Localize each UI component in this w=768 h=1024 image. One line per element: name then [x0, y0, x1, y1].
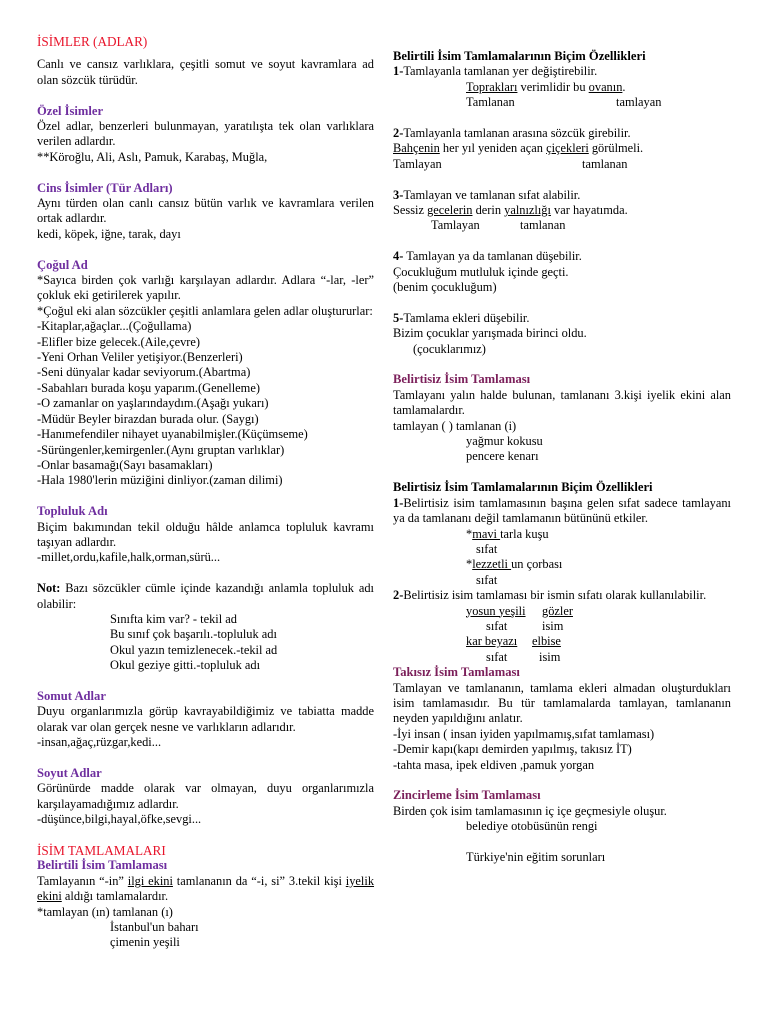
rule-b2-labels [393, 619, 731, 634]
somut-text: Duyu organlarımızla görüp kavrayabildiğimiz ve tabiatta madde olarak var olan gerçek nesne ve varlıkların adlarıdır. [37, 704, 374, 734]
rule-4-example: Çocukluğum mutluluk içinde geçti. [393, 264, 569, 279]
takisiz-example: -tahta masa, ipek eldiven ,pamuk yorgan [393, 757, 595, 772]
cogul-item: -Onlar basamağı(Sayı basamakları) [37, 457, 213, 472]
cogul-text-2: *Çoğul eki alan sözcükler çeşitli anlamlara gelen adlar oluştururlar: [37, 303, 373, 318]
grammar-label: sıfat [486, 649, 508, 664]
cogul-item: -Sürüngenler,kemirgenler.(Aynı gruptan varlıklar) [37, 442, 285, 457]
example-word: Bahçenin [393, 141, 440, 156]
example-word: görülmeli. [588, 141, 644, 156]
example-word: her yıl yeniden açan [439, 141, 547, 156]
soyut-examples: -düşünce,bilgi,hayal,öfke,sevgi... [37, 812, 202, 827]
example-word: mavi [472, 526, 501, 541]
grammar-label: Tamlayan [393, 156, 442, 171]
zincirleme-text: Birden çok isim tamlamasının iç içe geçmesiyle oluşur. [393, 803, 667, 818]
heading-belirtili-isim-tamlamasi: Belirtili İsim Tamlaması [37, 858, 168, 873]
belirtili-formula: *tamlayan (ın) tamlanan (ı) [37, 904, 173, 919]
example-word: Sessiz [393, 203, 428, 218]
note-label: Not: [37, 581, 61, 596]
cogul-item: -Seni dünyalar kadar seviyorum.(Abartma) [37, 365, 251, 380]
belirtisiz-example: yağmur kokusu [466, 434, 543, 449]
zincirleme-example: Türkiye'nin eğitim sorunları [466, 850, 606, 864]
grammar-label: Tamlayan [431, 218, 480, 233]
cogul-item: -Hala 1980'lerin müziğini dinliyor.(zaman dilimi) [37, 473, 283, 488]
belirtili-text-part: Tamlayanın “-in” [37, 873, 124, 888]
note-example: Bu sınıf çok başarılı.-topluluk adı [110, 627, 277, 642]
ozel-examples: **Köroğlu, Ali, Aslı, Pamuk, Karabaş, Muğla, [37, 149, 268, 164]
heading-cins-isimler: Cins İsimler (Tür Adları) [37, 180, 173, 195]
example-word: un çorbası [511, 557, 563, 572]
grammar-label: tamlanan [520, 218, 566, 233]
cogul-item: -Elifler bize gelecek.(Aile,çevre) [37, 334, 201, 349]
grammar-label: tamlayan [616, 95, 662, 110]
heading-topluluk-adi: Topluluk Adı [37, 504, 108, 519]
rule-5-example: (çocuklarımız) [413, 341, 486, 356]
cogul-item: -Hanımefendiler nihayet uyanabilmişler.(Küçümseme) [37, 427, 308, 442]
grammar-label: tamlanan [582, 156, 628, 171]
grammar-label: sıfat [486, 618, 508, 633]
belirtili-example: çimenin yeşili [110, 935, 180, 950]
rule-b1 [393, 496, 731, 527]
example-word: kar beyazı [466, 634, 518, 649]
rule-number: 2- [393, 588, 404, 603]
topluluk-examples: -millet,ordu,kafile,halk,orman,sürü... [37, 550, 221, 565]
rule-3-labels [393, 218, 731, 233]
cins-examples: kedi, köpek, iğne, tarak, dayı [37, 226, 181, 241]
rule-text: Tamlayan ve tamlanan sıfat alabilir. [403, 187, 581, 202]
belirtili-text [37, 874, 374, 905]
grammar-label: sıfat [476, 541, 498, 556]
ilgi-eki-term: ilgi ekini [127, 873, 173, 888]
heading-belirtisiz-isim-tamlamasi: Belirtisiz İsim Tamlaması [393, 372, 531, 387]
left-column [37, 34, 374, 951]
takisiz-example: -İyi insan ( insan iyiden yapılmamış,sıfat tamlaması) [393, 726, 655, 741]
zincirleme-example: belediye otobüsünün rengi [466, 819, 598, 834]
cogul-item: -Sabahları burada koşu yaparım.(Genelleme) [37, 380, 260, 395]
example-word: . [622, 79, 626, 94]
rule-number: 3- [393, 187, 404, 202]
rule-b2-example [393, 604, 731, 619]
topluluk-note [37, 581, 374, 612]
example-word: çiçekleri [546, 141, 589, 156]
heading-belirtisiz-bicim: Belirtisiz İsim Tamlamalarının Biçim Özellikleri [393, 480, 653, 495]
rule-1-labels [393, 95, 731, 110]
note-text: Bazı sözcükler cümle içinde kazandığı anlamla topluluk adı olabilir: [37, 581, 374, 611]
rule-text: Tamlama ekleri düşebilir. [403, 310, 530, 325]
rule-number: 5- [393, 310, 404, 325]
belirtisiz-example: pencere kenarı [466, 449, 539, 464]
rule-text: Tamlayanla tamlanan arasına sözcük girebilir. [403, 126, 631, 141]
example-word: ovanın [588, 79, 623, 94]
intro-paragraph: Canlı ve cansız varlıklara, çeşitli somut ve soyut kavramlara ad olan sözcük türüdür. [37, 57, 374, 87]
example-word: tarla kuşu [500, 526, 549, 541]
belirtili-example: İstanbul'un baharı [110, 920, 199, 935]
heading-belirtili-bicim: Belirtili İsim Tamlamalarının Biçim Özellikleri [393, 49, 646, 63]
heading-somut-adlar: Somut Adlar [37, 688, 106, 703]
rule-2-example [393, 141, 731, 156]
somut-examples: -insan,ağaç,rüzgar,kedi... [37, 735, 162, 750]
ozel-text: Özel adlar, benzerleri bulunmayan, yaratılışta tek olan varlıklara verilen adlardır. [37, 119, 374, 149]
belirtisiz-text: Tamlayanı yalın halde bulunan, tamlananı 3.kişi iyelik ekini alan tamlamalardır. [393, 387, 731, 418]
rule-5-example: Bizim çocuklar yarışmada birinci oldu. [393, 326, 587, 341]
topluluk-text: Biçim bakımından tekil olduğu hâlde anlamca topluluk kavramı taşıyan adlardır. [37, 519, 374, 549]
heading-ozel-isimler: Özel İsimler [37, 103, 104, 118]
grammar-label: isim [539, 649, 561, 664]
example-word: var hayatımda. [550, 203, 628, 218]
belirtili-text-part: tamlananın da “-i, si” 3.tekil kişi [172, 873, 346, 888]
heading-zincirleme-isim-tamlamasi: Zincirleme İsim Tamlaması [393, 788, 541, 803]
rule-3 [393, 188, 731, 203]
heading-cogul-ad: Çoğul Ad [37, 257, 88, 272]
rule-text: Tamlayan ya da tamlanan düşebilir. [403, 249, 582, 264]
rule-number: 1- [393, 64, 404, 79]
cogul-item: -Yeni Orhan Veliler yetişiyor.(Benzerleri) [37, 350, 243, 365]
takisiz-text: Tamlayan ve tamlananın, tamlama ekleri almadan oluşturdukları isim tamlamasıdır. Bu tür tamlamalarda tamlayan, tamlananın neyden yapıldığını anlatır. [393, 680, 731, 726]
example-word: gözler [542, 603, 573, 618]
note-example: Okul geziye gitti.-topluluk adı [110, 658, 261, 673]
example-word: * [466, 557, 473, 572]
heading-takisiz-isim-tamlamasi: Takısız İsim Tamlaması [393, 665, 520, 680]
takisiz-example: -Demir kapı(kapı demirden yapılmış, takısız İT) [393, 742, 632, 757]
rule-1-example [393, 80, 731, 95]
rule-text: Belirtisiz isim tamlaması bir ismin sıfatı olarak kullanılabilir. [403, 588, 707, 603]
example-word: lezzetli [472, 557, 512, 572]
example-word: derin [472, 203, 505, 218]
example-word: yalnızlığı [504, 203, 551, 218]
rule-2-labels [393, 157, 731, 172]
note-example: Okul yazın temizlenecek.-tekil ad [110, 642, 278, 657]
section-title-isim-tamlamalari: İSİM TAMLAMALARI [37, 843, 166, 858]
cogul-item: -Müdür Beyler birazdan burada olur. (Saygı) [37, 411, 259, 426]
rule-b2-labels [393, 650, 731, 665]
heading-soyut-adlar: Soyut Adlar [37, 765, 102, 780]
belirtili-text-part: aldığı tamlamalardır. [61, 889, 169, 904]
grammar-label: isim [542, 618, 564, 633]
example-word: verimlidir bu [517, 79, 589, 94]
rule-b1-example [393, 527, 731, 542]
rule-number: 1- [393, 495, 404, 510]
rule-1 [393, 64, 731, 79]
rule-text: Tamlayanla tamlanan yer değiştirebilir. [403, 64, 598, 79]
cins-text: Aynı türden olan canlı cansız bütün varlık ve kavramlara verilen ortak adlardır. [37, 196, 374, 226]
example-word: gecelerin [427, 203, 473, 218]
rule-4-example: (benim çocukluğum) [393, 280, 497, 295]
grammar-label: Tamlanan [466, 95, 515, 110]
rule-number: 2- [393, 126, 404, 141]
rule-b1-example [393, 557, 731, 572]
rule-b2-example [393, 634, 731, 649]
iyelik-eki-term: iyelik ekini [37, 873, 375, 904]
rule-3-example [393, 203, 731, 218]
belirtisiz-formula: tamlayan ( ) tamlanan (i) [393, 418, 517, 433]
rule-b2 [393, 588, 731, 603]
right-column [393, 49, 731, 865]
rule-number: 4- [393, 249, 404, 264]
page-title: İSİMLER (ADLAR) [37, 34, 148, 49]
grammar-label: sıfat [476, 572, 498, 587]
example-word: Toprakları [466, 79, 518, 94]
rule-4 [393, 249, 731, 264]
cogul-item: -O zamanlar on yaşlarındaydım.(Aşağı yukarı) [37, 396, 269, 411]
example-word: yosun yeşili [466, 603, 526, 618]
soyut-text: Görünürde madde olarak var olmayan, duyu organlarımızla karşılayamadığımız adlardır. [37, 781, 374, 811]
rule-2 [393, 126, 731, 141]
note-example: Sınıfta kim var? - tekil ad [110, 611, 237, 626]
example-word: * [466, 526, 473, 541]
cogul-item: -Kitaplar,ağaçlar...(Çoğullama) [37, 319, 192, 334]
rule-5 [393, 311, 731, 326]
cogul-text-1: *Sayıca birden çok varlığı karşılayan adlardır. Adlara “-lar, -ler” çokluk eki getirilerek yapılır. [37, 273, 374, 303]
example-word: elbise [532, 634, 561, 649]
rule-text: Belirtisiz isim tamlamasının başına gelen sıfat sadece tamlayanı ya da tamlananı değil tamlamanın bütününü etkiler. [393, 495, 731, 526]
